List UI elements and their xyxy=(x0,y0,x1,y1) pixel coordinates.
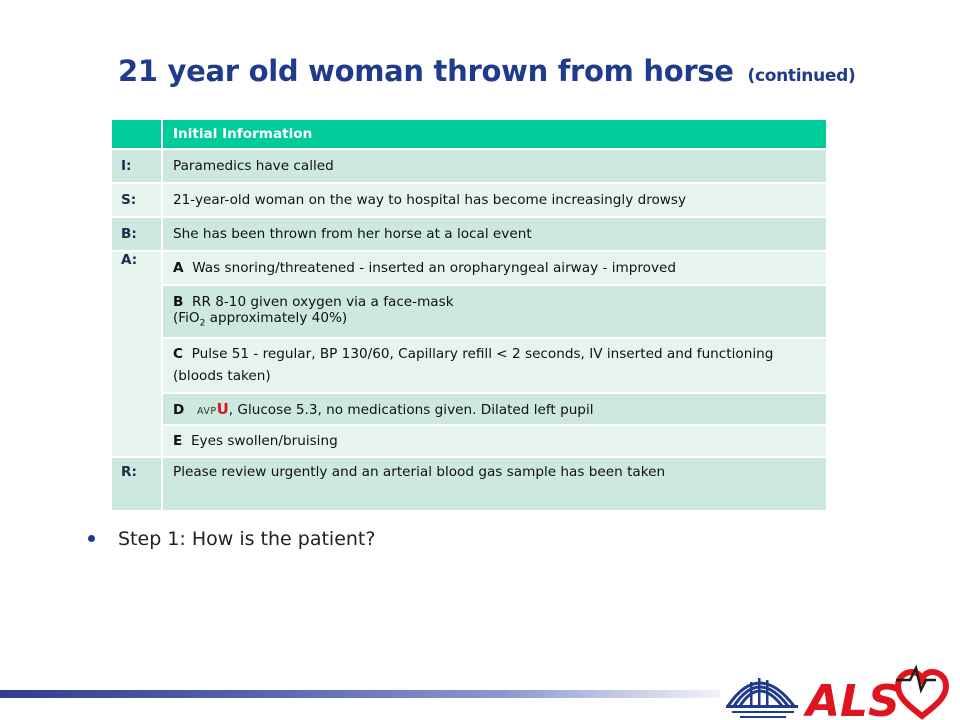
breathing-line2-sub: 2 xyxy=(199,318,206,329)
letter-d: D xyxy=(173,402,185,418)
letter-a: A xyxy=(173,260,184,276)
row-text: She has been thrown from her horse at a local event xyxy=(162,217,827,251)
heart-icon xyxy=(898,672,946,716)
logo-text: ALS xyxy=(806,676,900,720)
table-row-assessment-circulation xyxy=(111,338,827,393)
slide-title xyxy=(118,54,855,88)
letter-e: E xyxy=(173,433,183,449)
table-row-recommendation xyxy=(111,457,827,511)
header-cell: Initial Information xyxy=(162,119,827,149)
table-row-situation xyxy=(111,183,827,217)
assessment-airway xyxy=(162,251,827,285)
table-row-assessment-breathing xyxy=(111,285,827,338)
breathing-line2-pre: (FiO xyxy=(173,310,200,327)
row-key: B: xyxy=(111,217,162,251)
bullet-text: Step 1: How is the patient? xyxy=(118,528,376,550)
letter-c: C xyxy=(173,345,183,362)
row-key: R: xyxy=(111,457,162,511)
table-row-identify xyxy=(111,149,827,183)
assessment-disability xyxy=(162,393,827,425)
breathing-line2-post: approximately 40%) xyxy=(205,310,348,327)
resus-arch-icon xyxy=(726,678,798,718)
footer-bar xyxy=(0,690,720,698)
circulation-text: Pulse 51 - regular, BP 130/60, Capillary refill < 2 seconds, IV inserted and functioning (bloods taken) xyxy=(173,345,774,384)
avpu-u: U xyxy=(216,400,229,418)
row-key-assessment: A: xyxy=(111,251,162,457)
row-key: I: xyxy=(111,149,162,183)
table-row-background xyxy=(111,217,827,251)
disability-text: , Glucose 5.3, no medications given. Dilated left pupil xyxy=(228,402,594,418)
exposure-text: Eyes swollen/bruising xyxy=(190,433,338,449)
breathing-line1: RR 8-10 given oxygen via a face-mask xyxy=(192,294,454,311)
slide-title-main: 21 year old woman thrown from horse xyxy=(118,54,734,88)
table-row-assessment-exposure xyxy=(111,425,827,457)
row-text: Paramedics have called xyxy=(162,149,827,183)
row-text: Please review urgently and an arterial blood gas sample has been taken xyxy=(162,457,827,511)
isbar-table xyxy=(110,118,828,512)
table-header-row xyxy=(111,119,827,149)
assessment-exposure xyxy=(162,425,827,457)
airway-text: Was snoring/threatened - inserted an oropharyngeal airway - improved xyxy=(192,260,677,276)
bullet-dot-icon xyxy=(88,535,95,542)
assessment-circulation xyxy=(162,338,827,393)
slide-title-suffix: (continued) xyxy=(747,66,856,86)
avpu-avp: AVP xyxy=(196,406,217,417)
table-row-assessment-airway xyxy=(111,251,827,285)
assessment-breathing xyxy=(162,285,827,338)
letter-b: B xyxy=(173,294,184,311)
row-text: 21-year-old woman on the way to hospital has become increasingly drowsy xyxy=(162,183,827,217)
table-row-assessment-disability xyxy=(111,393,827,425)
als-logo xyxy=(722,662,960,720)
row-key: S: xyxy=(111,183,162,217)
header-empty-cell xyxy=(111,119,162,149)
